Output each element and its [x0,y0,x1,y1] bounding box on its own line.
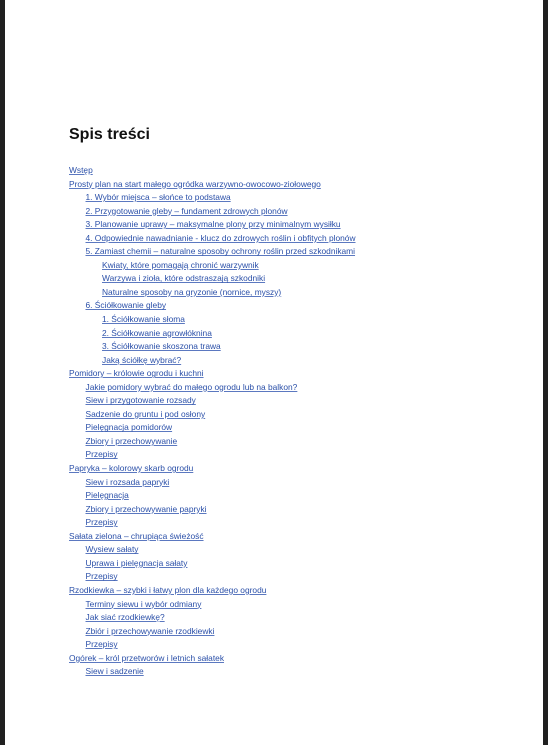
toc-link[interactable]: Papryka – kolorowy skarb ogrodu [69,463,194,474]
toc-link[interactable]: Jakie pomidory wybrać do małego ogrodu lub na balkon? [85,381,298,392]
toc-list [69,164,539,679]
toc-link[interactable]: Zbiory i przechowywanie papryki [85,503,207,514]
toc-link[interactable]: Siew i rozsada papryki [85,476,170,487]
toc-link[interactable]: 6. Ściółkowanie gleby [85,300,167,311]
toc-link[interactable]: Siew i przygotowanie rozsady [85,395,196,406]
toc-link[interactable]: Przepisy [85,449,118,460]
toc-link[interactable]: Zbiory i przechowywanie [85,435,178,446]
toc-link[interactable]: Warzywa i zioła, które odstraszają szkodniki [102,273,266,284]
document-page [5,0,543,745]
toc-link[interactable]: 3. Planowanie uprawy – maksymalne plony przy minimalnym wysiłku [85,219,341,230]
toc-link[interactable]: Przepisy [85,639,118,650]
toc-link[interactable]: Jak siać rzodkiewkę? [85,612,165,623]
toc-link[interactable]: Przepisy [85,571,118,582]
toc-link[interactable]: Zbiór i przechowywanie rzodkiewki [85,625,215,636]
toc-link[interactable]: 2. Ściółkowanie agrowłóknina [102,327,212,338]
toc-link[interactable]: Jaką ściółkę wybrać? [102,354,182,365]
toc-link[interactable]: Przepisy [85,517,118,528]
toc-link[interactable]: Uprawa i pielęgnacja sałaty [85,557,188,568]
toc-link[interactable]: Pielęgnacja [85,490,129,501]
toc-link[interactable]: 5. Zamiast chemii – naturalne sposoby ochrony roślin przed szkodnikami [85,246,356,257]
toc-link[interactable]: 1. Ściółkowanie słoma [102,314,185,325]
toc-link[interactable]: Sałata zielona – chrupiąca świeżość [69,530,204,541]
toc-link[interactable]: Pomidory – królowie ogrodu i kuchni [69,368,204,379]
toc-link[interactable]: Wstęp [69,165,93,175]
toc-link[interactable]: 1. Wybór miejsca – słońce to podstawa [85,192,231,203]
toc-link[interactable]: Wysiew sałaty [85,544,139,555]
toc-link[interactable]: Sadzenie do gruntu i pod osłony [85,408,206,419]
toc-title: Spis treści [69,126,150,143]
toc-link[interactable]: Naturalne sposoby na gryzonie (nornice, myszy) [102,286,282,297]
toc-link[interactable]: Ogórek – król przetworów i letnich sałatek [69,652,225,663]
toc-link[interactable]: 3. Ściółkowanie skoszona trawa [102,341,221,352]
toc-link[interactable]: 2. Przygotowanie gleby – fundament zdrowych plonów [85,205,288,216]
toc-link[interactable]: Kwiaty, które pomagają chronić warzywnik [102,259,259,270]
toc-link[interactable]: Pielęgnacja pomidorów [85,422,173,433]
toc-link[interactable]: Terminy siewu i wybór odmiany [85,598,202,609]
toc-link[interactable]: Siew i sadzenie [85,666,144,677]
toc-link[interactable]: 4. Odpowiednie nawadnianie - klucz do zdrowych roślin i obfitych plonów [85,232,356,243]
toc-link[interactable]: Prosty plan na start małego ogródka warzywno-owocowo-ziołowego [69,178,321,189]
toc-link[interactable]: Rzodkiewka – szybki i łatwy plon dla każdego ogrodu [69,584,267,595]
